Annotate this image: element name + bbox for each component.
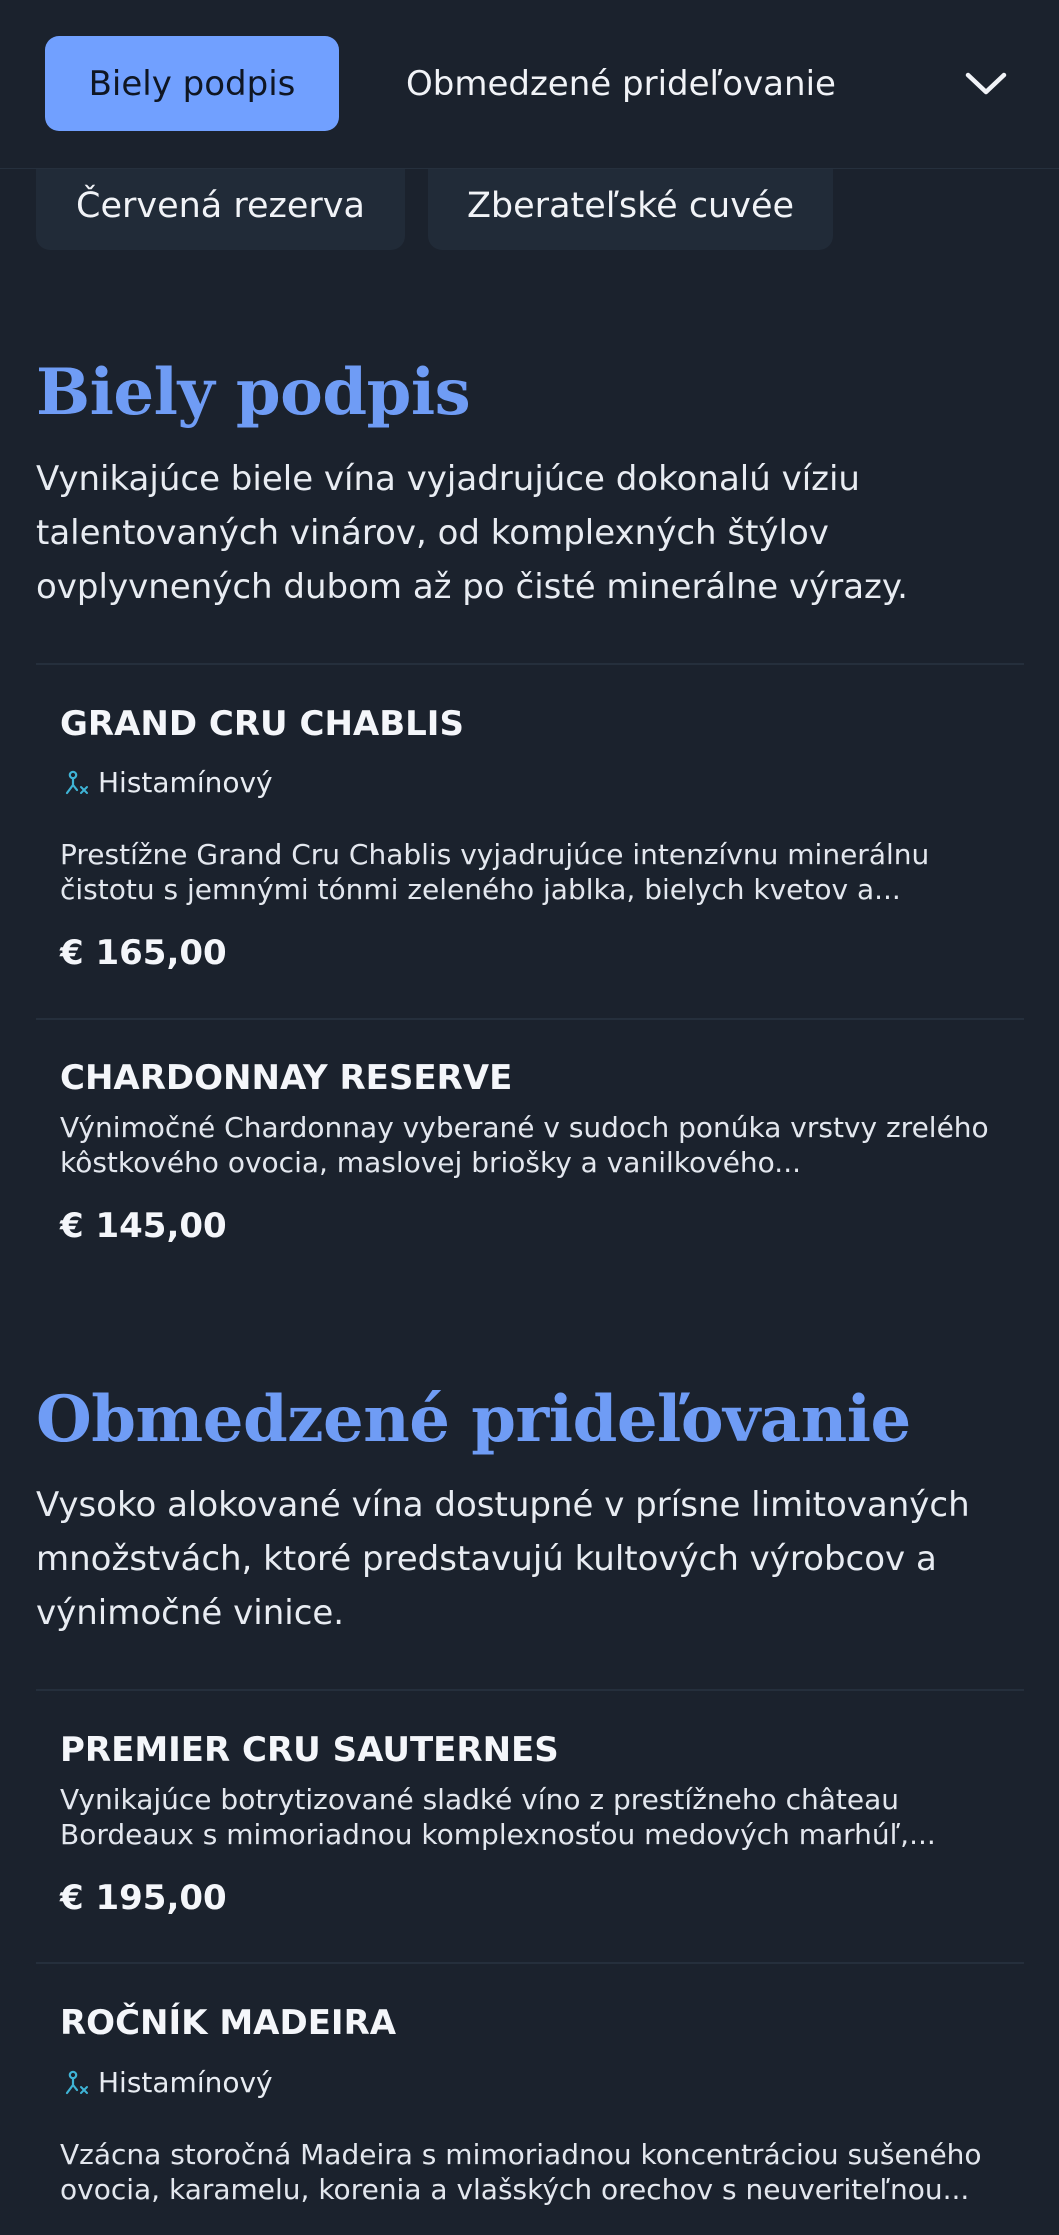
menu-item-name[interactable]: ROČNÍK MADEIRA xyxy=(60,2003,397,2043)
tag-label: Histamínový xyxy=(98,2066,273,2099)
divider xyxy=(36,1962,1024,1964)
divider xyxy=(36,663,1024,665)
histamine-icon xyxy=(60,2068,90,2098)
tab-label: Biely podpis xyxy=(88,63,296,104)
histamine-icon xyxy=(60,768,90,798)
chip-label: Červená rezerva xyxy=(76,186,365,226)
menu-item-description: Vynikajúce botrytizované sladké víno z prestížneho château Bordeaux s mimoriadnou komplexnosťou medových marhúľ,... xyxy=(60,1783,936,1851)
section-description: Vynikajúce biele vína vyjadrujúce dokonalú víziu talentovaných vinárov, od komplexných štýlov ovplyvnených dubom až po čisté minerálne výrazy. xyxy=(36,459,908,607)
tab-label: Obmedzené prideľovanie xyxy=(406,63,836,104)
menu-item-description: Prestížne Grand Cru Chablis vyjadrujúce intenzívnu minerálnu čistotu s jemnými tónmi zeleného jablka, bielych kvetov a... xyxy=(60,838,930,906)
divider xyxy=(36,1018,1024,1020)
menu-item-description: Vzácna storočná Madeira s mimoriadnou koncentráciou sušeného ovocia, karamelu, korenia a vlašských orechov s neuveriteľnou... xyxy=(60,2138,982,2206)
menu-item-name[interactable]: GRAND CRU CHABLIS xyxy=(60,704,464,744)
chevron-down-icon[interactable] xyxy=(960,58,1012,110)
divider xyxy=(36,1689,1024,1691)
menu-item-name[interactable]: PREMIER CRU SAUTERNES xyxy=(60,1730,559,1770)
category-chip-cervena-rezerva[interactable] xyxy=(36,162,405,250)
menu-item-price: € 145,00 xyxy=(60,1206,227,1246)
menu-item-price: € 165,00 xyxy=(60,933,227,973)
section-title: Biely podpis xyxy=(36,355,471,430)
category-chip-zberatelske-cuvee[interactable] xyxy=(428,162,833,250)
tab-biely-podpis[interactable] xyxy=(45,36,339,131)
menu-item-price: € 195,00 xyxy=(60,1878,227,1918)
section-title: Obmedzené prideľovanie xyxy=(36,1382,911,1457)
item-tag xyxy=(60,2066,273,2099)
chip-label: Zberateľské cuvée xyxy=(466,186,795,226)
category-nav xyxy=(0,0,1059,169)
item-tag xyxy=(60,766,273,799)
section-description: Vysoko alokované vína dostupné v prísne limitovaných množstvách, ktoré predstavujú kultových výrobcov a výnimočné vinice. xyxy=(36,1485,970,1633)
tab-obmedzene-pridelovanie[interactable] xyxy=(406,36,836,131)
tag-label: Histamínový xyxy=(98,766,273,799)
menu-item-description: Výnimočné Chardonnay vyberané v sudoch ponúka vrstvy zrelého kôstkového ovocia, maslovej briošky a vanilkového... xyxy=(60,1111,989,1179)
menu-item-name[interactable]: CHARDONNAY RESERVE xyxy=(60,1058,513,1098)
